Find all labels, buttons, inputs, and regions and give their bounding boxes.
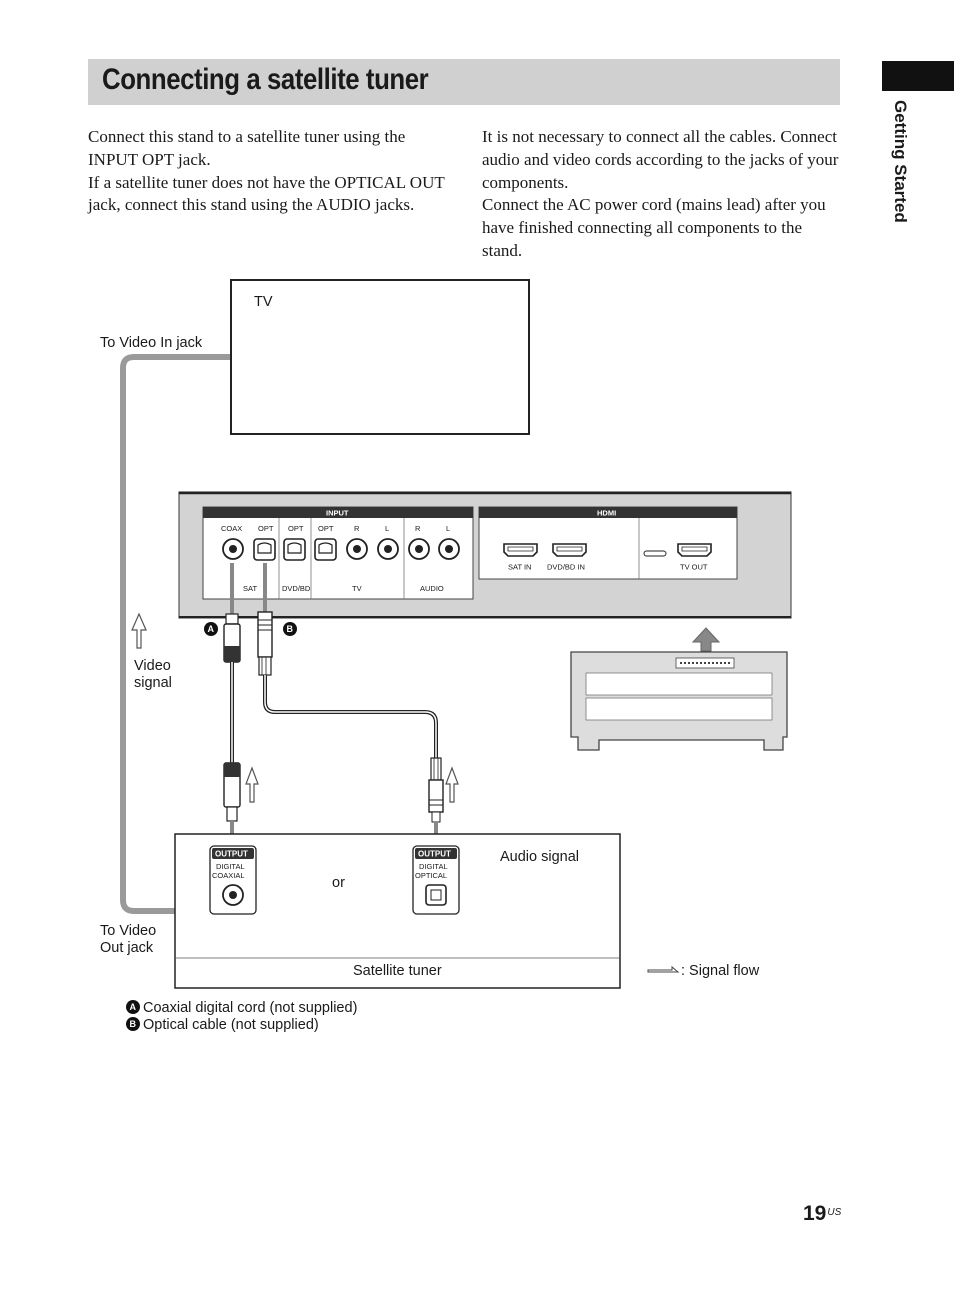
paragraph: If a satellite tuner does not have the OPTICAL OUT jack, connect this stand using the AUDIO jacks. xyxy=(88,172,445,215)
page-number-suffix: US xyxy=(827,1207,842,1218)
section-label-text: Getting Started xyxy=(891,100,910,223)
group-label: SAT xyxy=(243,584,258,593)
tuner-coax-output xyxy=(210,846,256,914)
signal-flow-label: : Signal flow xyxy=(681,963,760,979)
page-title: Connecting a satellite tuner xyxy=(102,63,429,96)
audio-signal-arrow-icon xyxy=(246,768,258,802)
stand-illustration xyxy=(571,628,787,750)
hdmi-port-icon xyxy=(553,544,586,556)
hdmi-port-label: TV OUT xyxy=(680,562,708,572)
video-signal-label: Video xyxy=(134,658,171,674)
signal-flow-arrow-icon xyxy=(648,967,678,972)
legend-marker: B xyxy=(129,1019,136,1029)
hdmi-port-label: DVD/BD IN xyxy=(547,562,585,572)
group-label: AUDIO xyxy=(420,584,444,593)
paragraph: Connect this stand to a satellite tuner using the INPUT OPT jack. xyxy=(88,127,406,169)
output-line: COAXIAL xyxy=(212,871,245,880)
page-number-value: 19 xyxy=(803,1202,827,1225)
group-label: DVD/BD xyxy=(282,584,311,593)
hdmi-port-icon xyxy=(678,544,711,556)
output-line: DIGITAL xyxy=(216,862,245,871)
tv-box xyxy=(231,280,529,434)
or-label: or xyxy=(332,875,345,891)
to-video-out-label: To Video xyxy=(100,923,157,939)
jack-label: L xyxy=(446,524,451,533)
optical-plug-icon xyxy=(258,612,436,760)
hdmi-port-label: SAT IN xyxy=(508,562,532,572)
hdmi-port-icon xyxy=(504,544,537,556)
coax-plug-icon xyxy=(224,614,240,763)
video-signal-arrow-icon xyxy=(132,614,146,648)
jack-label: OPT xyxy=(318,524,334,533)
audio-signal-label: Audio signal xyxy=(500,849,579,865)
stand-rear-panel xyxy=(179,492,791,618)
marker-b: B xyxy=(286,624,293,634)
legend-marker: A xyxy=(129,1002,136,1012)
video-signal-label: signal xyxy=(134,675,172,691)
to-video-in-label: To Video In jack xyxy=(100,335,203,351)
page-number xyxy=(803,1202,841,1226)
output-line: OPTICAL xyxy=(415,871,448,880)
legend-item: Coaxial digital cord (not supplied) xyxy=(143,1000,358,1016)
paragraph: It is not necessary to connect all the cables. Connect audio and video cords according to the jacks of your components. xyxy=(482,127,839,192)
jack-label: R xyxy=(415,524,421,533)
paragraph: Connect the AC power cord (mains lead) after you have finished connecting all components to the stand. xyxy=(482,195,826,260)
output-line: DIGITAL xyxy=(419,862,448,871)
jack-label: R xyxy=(354,524,360,533)
to-video-out-label: Out jack xyxy=(100,940,154,956)
up-arrow-icon xyxy=(693,628,719,651)
jack-label: OPT xyxy=(288,524,304,533)
output-header: OUTPUT xyxy=(418,849,451,859)
tv-label: TV xyxy=(254,294,273,310)
audio-signal-arrow-icon xyxy=(446,768,458,802)
input-header: INPUT xyxy=(326,508,349,518)
output-header: OUTPUT xyxy=(215,849,248,859)
marker-a: A xyxy=(207,624,214,634)
jack-label: OPT xyxy=(258,524,274,533)
group-label: TV xyxy=(352,584,362,593)
tuner-optical-output xyxy=(413,846,459,914)
jack-label: COAX xyxy=(221,524,243,533)
legend-item: Optical cable (not supplied) xyxy=(143,1017,319,1033)
satellite-tuner-label: Satellite tuner xyxy=(353,963,442,979)
jack-label: L xyxy=(385,524,390,533)
hdmi-header: HDMI xyxy=(597,508,617,518)
